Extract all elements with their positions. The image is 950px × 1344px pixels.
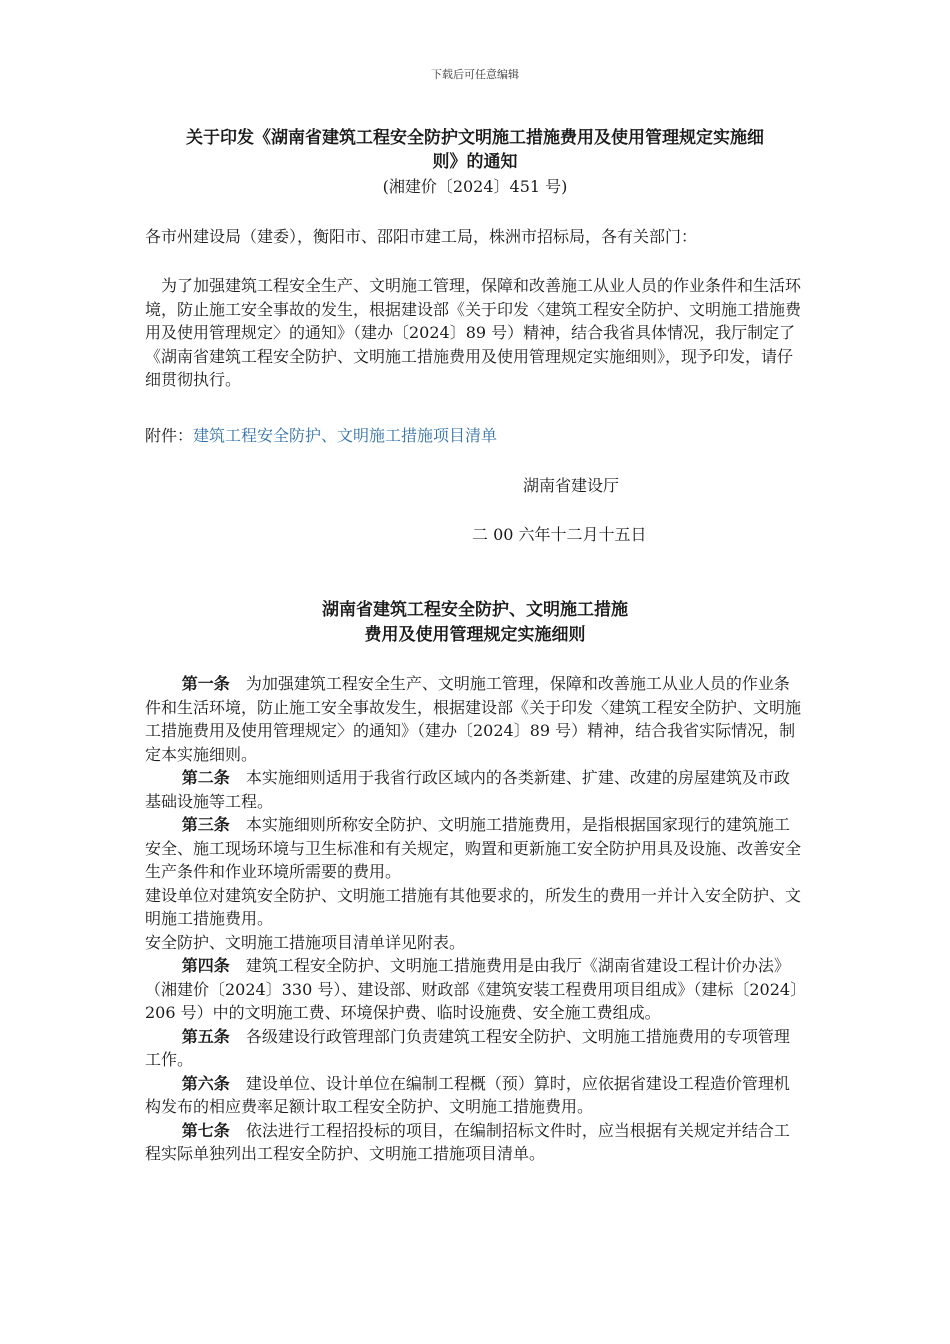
- header-note: 下载后可任意编辑: [431, 68, 519, 81]
- attachment-label: 附件：: [145, 426, 194, 445]
- issue-date: 二 00 六年十二月十五日: [472, 525, 647, 544]
- notice-title-line-2: 则》的通知: [432, 152, 518, 172]
- article-label: 第五条: [181, 1026, 230, 1046]
- article-text: 各级建设行政管理部门负责建筑工程安全防护、文明施工措施费用的专项管理工作。: [145, 1026, 790, 1069]
- notice-body: 为了加强建筑工程安全生产、文明施工管理，保障和改善施工从业人员的作业条件和生活环境，防止施工安全事故的发生，根据建设部《关于印发〈建筑工程安全防护、文明施工措施费用及使用管理规定〉的通知》（建办〔2024〕89 号）精神，结合我省具体情况，我厅制定了《湖南省建筑工程安全防护、文明施工措施费用及使用管理规定实施细则》，现予印发，请仔细贯彻执行。: [145, 276, 802, 389]
- rules-title-line-2: 费用及使用管理规定实施细则: [364, 625, 586, 645]
- rules-body: [145, 672, 805, 1166]
- article-3: [145, 813, 805, 884]
- article-label: 第二条: [181, 768, 230, 787]
- article-7: [145, 1119, 805, 1166]
- rules-title: [140, 598, 810, 648]
- issuer: 湖南省建设厅: [523, 476, 620, 495]
- document-number: (湘建价〔2024〕451 号): [382, 177, 568, 196]
- article-label: 第一条: [181, 674, 230, 693]
- article-4: [145, 954, 805, 1025]
- article-5: [145, 1025, 805, 1072]
- article-text: 本实施细则适用于我省行政区域内的各类新建、扩建、改建的房屋建筑及市政基础设施等工程。: [145, 768, 790, 811]
- attachment-link[interactable]: 建筑工程安全防护、文明施工措施项目清单: [193, 426, 498, 445]
- article-text: 建设单位、设计单位在编制工程概（预）算时，应依据省建设工程造价管理机构发布的相应费率足额计取工程安全防护、文明施工措施费用。: [145, 1073, 790, 1116]
- article-text: 为加强建筑工程安全生产、文明施工管理，保障和改善施工从业人员的作业条件和生活环境，防止施工安全事故发生，根据建设部《关于印发〈建筑工程安全防护、文明施工措施费用及使用管理规定〉的通知》（建办〔2024〕89 号）精神，结合我省实际情况，制定本实施细则。: [145, 674, 802, 764]
- article-label: 第六条: [181, 1073, 230, 1093]
- article-text: 依法进行工程招投标的项目，在编制招标文件时，应当根据有关规定并结合工程实际单独列出工程安全防护、文明施工措施项目清单。: [145, 1120, 790, 1163]
- article-text: 本实施细则所称安全防护、文明施工措施费用，是指根据国家现行的建筑施工安全、施工现场环境与卫生标准和有关规定，购置和更新施工安全防护用具及设施、改善安全生产条件和作业环境所需要的费用。: [145, 815, 802, 881]
- article-2: [145, 766, 805, 813]
- recipients: 各市州建设局（建委），衡阳市、邵阳市建工局，株洲市招标局，各有关部门：: [145, 227, 698, 246]
- article-label: 第三条: [181, 815, 230, 834]
- notice-title-line-1: 关于印发《湖南省建筑工程安全防护文明施工措施费用及使用管理规定实施细: [186, 128, 764, 148]
- article-1: [145, 672, 805, 766]
- article-label: 第七条: [181, 1120, 230, 1140]
- article-label: 第四条: [181, 956, 230, 975]
- article-text: 建筑工程安全防护、文明施工措施费用是由我厅《湖南省建设工程计价办法》（湘建价〔2024〕330 号）、建设部、财政部《建筑安装工程费用项目组成》（建标〔2024〕206 号）中的文明施工费、环境保护费、临时设施费、安全施工费组成。: [145, 956, 799, 1022]
- article-3-extra-1: 建设单位对建筑安全防护、文明施工措施有其他要求的，所发生的费用一并计入安全防护、文明施工措施费用。: [145, 885, 802, 928]
- article-6: [145, 1072, 805, 1119]
- notice-title: [140, 126, 810, 174]
- rules-title-line-1: 湖南省建筑工程安全防护、文明施工措施: [322, 600, 628, 620]
- attachment: [145, 425, 805, 447]
- article-3-extra-2: 安全防护、文明施工措施项目清单详见附表。: [145, 932, 466, 952]
